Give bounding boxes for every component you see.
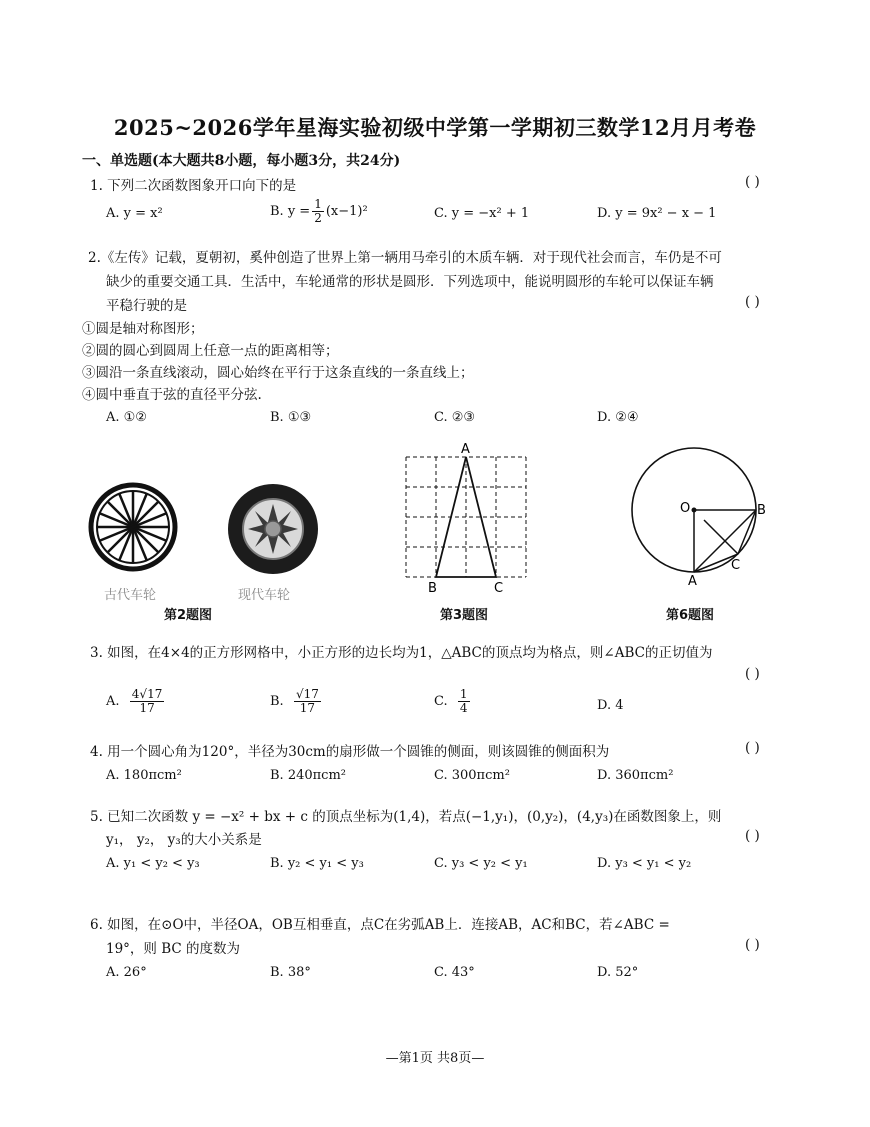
figure-3-caption: 第3题图 xyxy=(440,608,489,623)
q3-option-d: D. 4 xyxy=(597,698,624,713)
q4-option-a: A. 180πcm² xyxy=(106,768,182,783)
q2-option-d: D. ②④ xyxy=(597,410,639,425)
q4-option-d: D. 360πcm² xyxy=(597,768,674,783)
page-footer: —第1页 共8页— xyxy=(385,1051,485,1066)
q2-statement-3: ③圆沿一条直线滚动，圆心始终在平行于这条直线的一条直线上； xyxy=(82,365,474,381)
q6-answer-blank: ( ) xyxy=(745,937,760,953)
q3-option-c: C. $\frac{1}{4}$ xyxy=(434,687,468,715)
exam-title: 2025~2026学年星海实验初级中学第一学期初三数学12月月考卷 xyxy=(113,115,757,140)
q1-option-c: C. y = −x² + 1 xyxy=(434,206,530,221)
q2-line3: 平稳行驶的是 xyxy=(106,298,187,314)
fig6-point-c: C xyxy=(731,558,741,573)
q4-stem: 4. 用一个圆心角为120°，半径为30cm的扇形做一个圆锥的侧面，则该圆锥的侧面积为 xyxy=(90,744,610,760)
ancient-wheel-image xyxy=(86,480,186,580)
fig6-point-o: O xyxy=(680,501,691,516)
q4-option-c: C. 300πcm² xyxy=(434,768,510,783)
q3-stem: 3. 如图，在4×4的正方形网格中，小正方形的边长均为1，△ABC的顶点均为格点，则∠ABC的正切值为 xyxy=(90,645,713,661)
q5-answer-blank: ( ) xyxy=(745,828,760,844)
figure-3-grid-triangle xyxy=(398,440,538,598)
modern-wheel-image xyxy=(226,482,320,576)
q5-option-b: B. y₂ < y₁ < y₃ xyxy=(270,856,364,871)
q4-answer-blank: ( ) xyxy=(745,740,760,756)
fig3-vertex-a: A xyxy=(461,442,470,457)
q5-option-d: D. y₃ < y₁ < y₂ xyxy=(597,856,692,871)
q1-option-d: D. y = 9x² − x − 1 xyxy=(597,206,717,221)
q2-option-b: B. ①③ xyxy=(270,410,312,425)
q6-option-a: A. 26° xyxy=(106,965,147,980)
figure-6-circle xyxy=(624,446,774,588)
q2-line2: 缺少的重要交通工具．生活中，车轮通常的形状是圆形．下列选项中，能说明圆形的车轮可以保证车辆 xyxy=(106,274,714,290)
q5-line2: y₁， y₂， y₃的大小关系是 xyxy=(106,832,262,848)
q2-option-a: A. ①② xyxy=(106,410,147,425)
q5-option-c: C. y₃ < y₂ < y₁ xyxy=(434,856,528,871)
q5-line1: 5. 已知二次函数 y = −x² + bx + c 的顶点坐标为(1,4)，若点(−1,y₁)，(0,y₂)，(4,y₃)在函数图象上，则 xyxy=(90,809,722,825)
modern-wheel-label: 现代车轮 xyxy=(238,588,291,603)
fig3-vertex-b: B xyxy=(428,581,437,596)
q2-statement-4: ④圆中垂直于弦的直径平分弦. xyxy=(82,387,262,403)
q1-option-b: B. y = $\frac{1}{2}$ (x−1)² xyxy=(270,197,368,225)
q6-option-d: D. 52° xyxy=(597,965,639,980)
q6-line1: 6. 如图，在⊙O中，半径OA，OB互相垂直，点C在劣弧AB上．连接AB，AC和BC，若∠ABC = xyxy=(90,917,670,933)
figure-6-caption: 第6题图 xyxy=(666,608,715,623)
q1-stem: 1. 下列二次函数图象开口向下的是 xyxy=(90,178,297,194)
ancient-wheel-label: 古代车轮 xyxy=(104,588,157,603)
q1-answer-blank: ( ) xyxy=(745,174,760,190)
q1-option-a: A. y = x² xyxy=(106,206,163,221)
q5-option-a: A. y₁ < y₂ < y₃ xyxy=(106,856,200,871)
q2-line1: 2.《左传》记载，夏朝初，奚仲创造了世界上第一辆用马牵引的木质车辆．对于现代社会而言，车仍是不可 xyxy=(88,250,722,266)
q2-answer-blank: ( ) xyxy=(745,294,760,310)
q6-line2: 19°，则 BC 的度数为 xyxy=(106,941,241,957)
q2-statement-1: ①圆是轴对称图形； xyxy=(82,321,204,337)
q2-statement-2: ②圆的圆心到圆周上任意一点的距离相等； xyxy=(82,343,339,359)
q3-answer-blank: ( ) xyxy=(745,666,760,682)
figure-2-caption: 第2题图 xyxy=(164,608,213,623)
q6-option-c: C. 43° xyxy=(434,965,475,980)
q2-option-c: C. ②③ xyxy=(434,410,476,425)
fig3-vertex-c: C xyxy=(494,581,504,596)
q3-option-a: A. $\frac{4√17}{17}$ xyxy=(106,687,163,715)
q3-option-b: B. $\frac{√17}{17}$ xyxy=(270,687,319,715)
q6-option-b: B. 38° xyxy=(270,965,311,980)
fig6-point-b: B xyxy=(757,503,766,518)
q4-option-b: B. 240πcm² xyxy=(270,768,346,783)
section-heading: 一、单选题(本大题共8小题，每小题3分，共24分) xyxy=(82,153,401,169)
fig6-point-a: A xyxy=(688,574,697,588)
